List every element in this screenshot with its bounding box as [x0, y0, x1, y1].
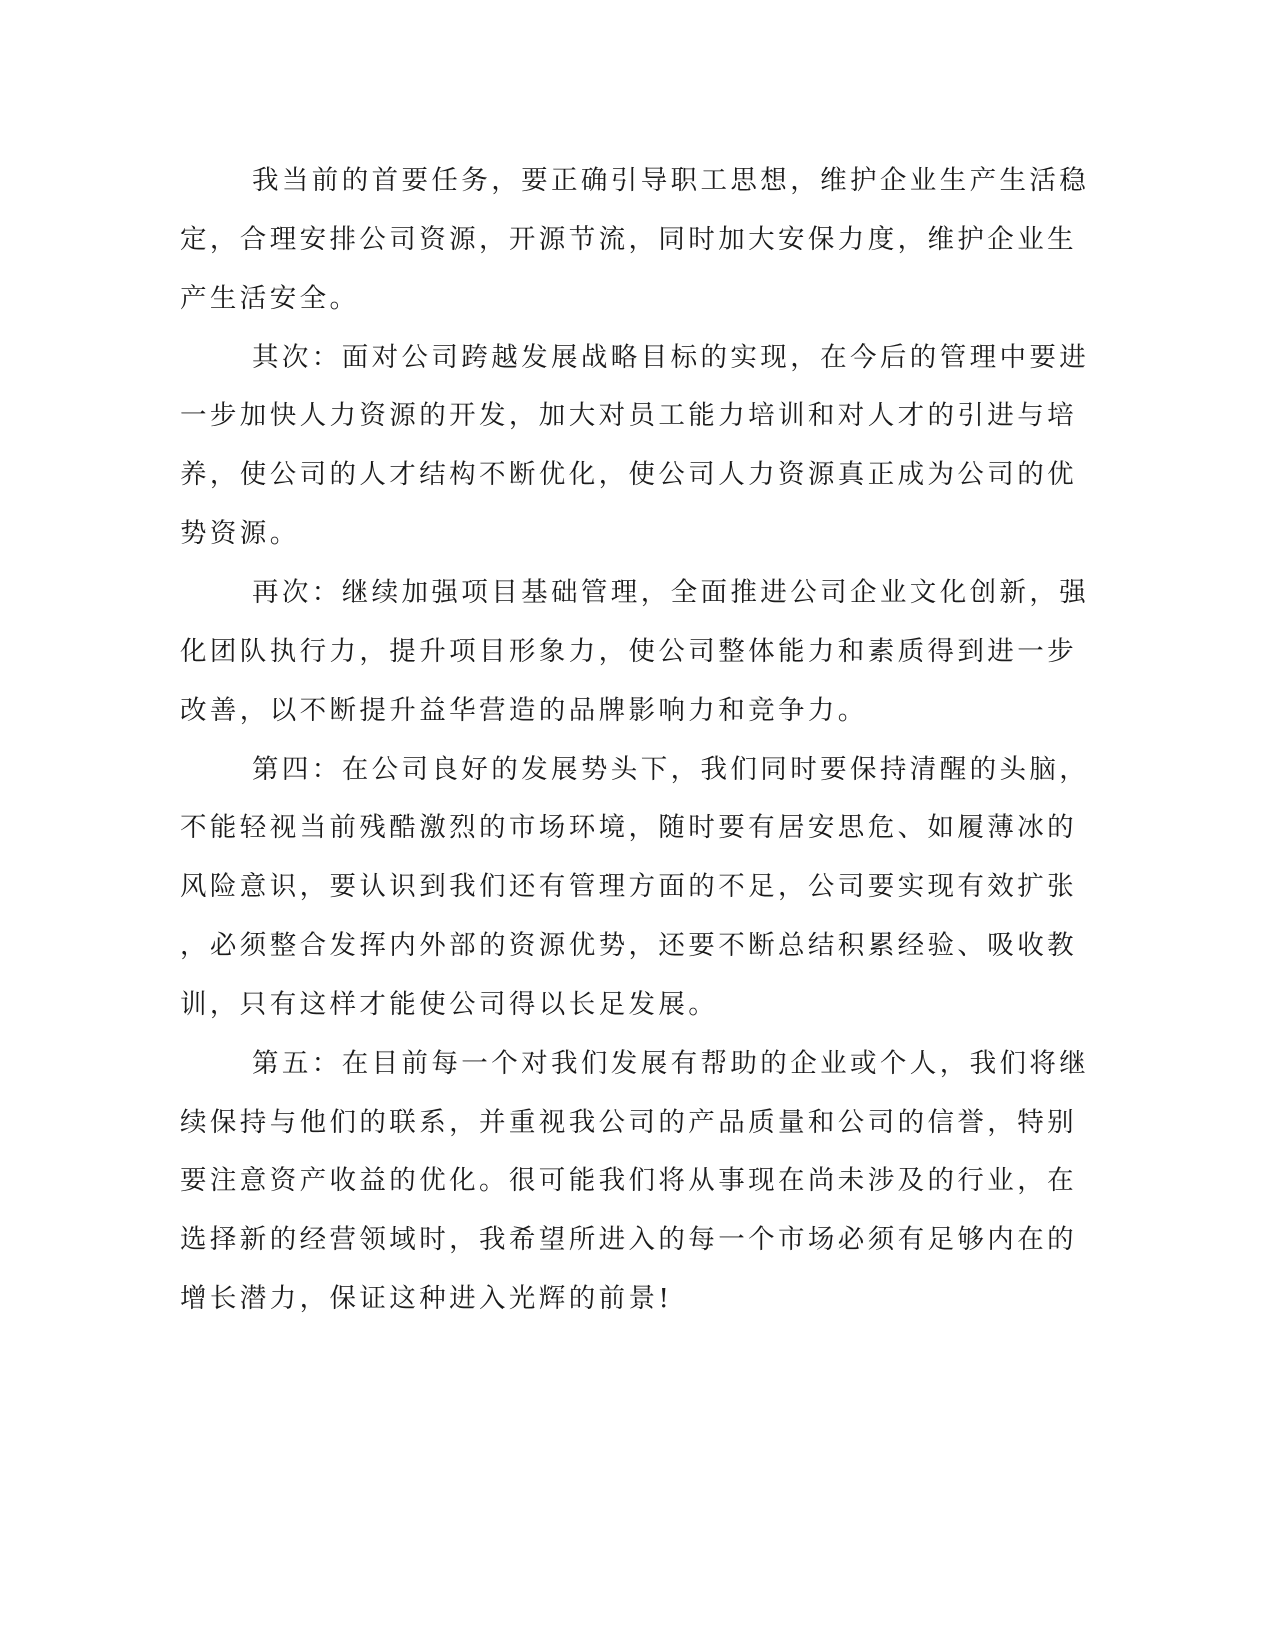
paragraph-5-line-2: 续保持与他们的联系，并重视我公司的产品质量和公司的信誉，特别	[180, 1107, 1077, 1138]
paragraph-4-line-3: 风险意识，要认识到我们还有管理方面的不足，公司要实现有效扩张	[180, 871, 1077, 902]
paragraph-3-line-1: 再次：继续加强项目基础管理，全面推进公司企业文化创新，强	[252, 577, 1090, 608]
paragraph-2-line-1: 其次：面对公司跨越发展战略目标的实现，在今后的管理中要进	[252, 342, 1090, 373]
paragraph-5-line-4: 选择新的经营领域时，我希望所进入的每一个市场必须有足够内在的	[180, 1224, 1077, 1255]
paragraph-1-line-2: 定，合理安排公司资源，开源节流，同时加大安保力度，维护企业生	[180, 224, 1077, 255]
paragraph-4-line-1: 第四：在公司良好的发展势头下，我们同时要保持清醒的头脑，	[252, 754, 1090, 785]
paragraph-5-line-5: 增长潜力，保证这种进入光辉的前景!	[180, 1283, 673, 1314]
paragraph-2-line-3: 养，使公司的人才结构不断优化，使公司人力资源真正成为公司的优	[180, 459, 1077, 490]
paragraph-2-line-4: 势资源。	[180, 518, 300, 549]
paragraph-1-line-3: 产生活安全。	[180, 283, 360, 314]
paragraph-2-line-2: 一步加快人力资源的开发，加大对员工能力培训和对人才的引进与培	[180, 400, 1077, 431]
paragraph-4-line-2: 不能轻视当前残酷激烈的市场环境，随时要有居安思危、如履薄冰的	[180, 812, 1077, 843]
paragraph-3-line-3: 改善，以不断提升益华营造的品牌影响力和竞争力。	[180, 695, 868, 726]
paragraph-4-line-4: ，必须整合发挥内外部的资源优势，还要不断总结积累经验、吸收教	[180, 930, 1077, 961]
paragraph-3-line-2: 化团队执行力，提升项目形象力，使公司整体能力和素质得到进一步	[180, 636, 1077, 667]
paragraph-1-line-1: 我当前的首要任务，要正确引导职工思想，维护企业生产生活稳	[252, 165, 1090, 196]
paragraph-5-line-1: 第五：在目前每一个对我们发展有帮助的企业或个人，我们将继	[252, 1048, 1090, 1079]
paragraph-4-line-5: 训，只有这样才能使公司得以长足发展。	[180, 989, 719, 1020]
paragraph-5-line-3: 要注意资产收益的优化。很可能我们将从事现在尚未涉及的行业，在	[180, 1165, 1077, 1196]
